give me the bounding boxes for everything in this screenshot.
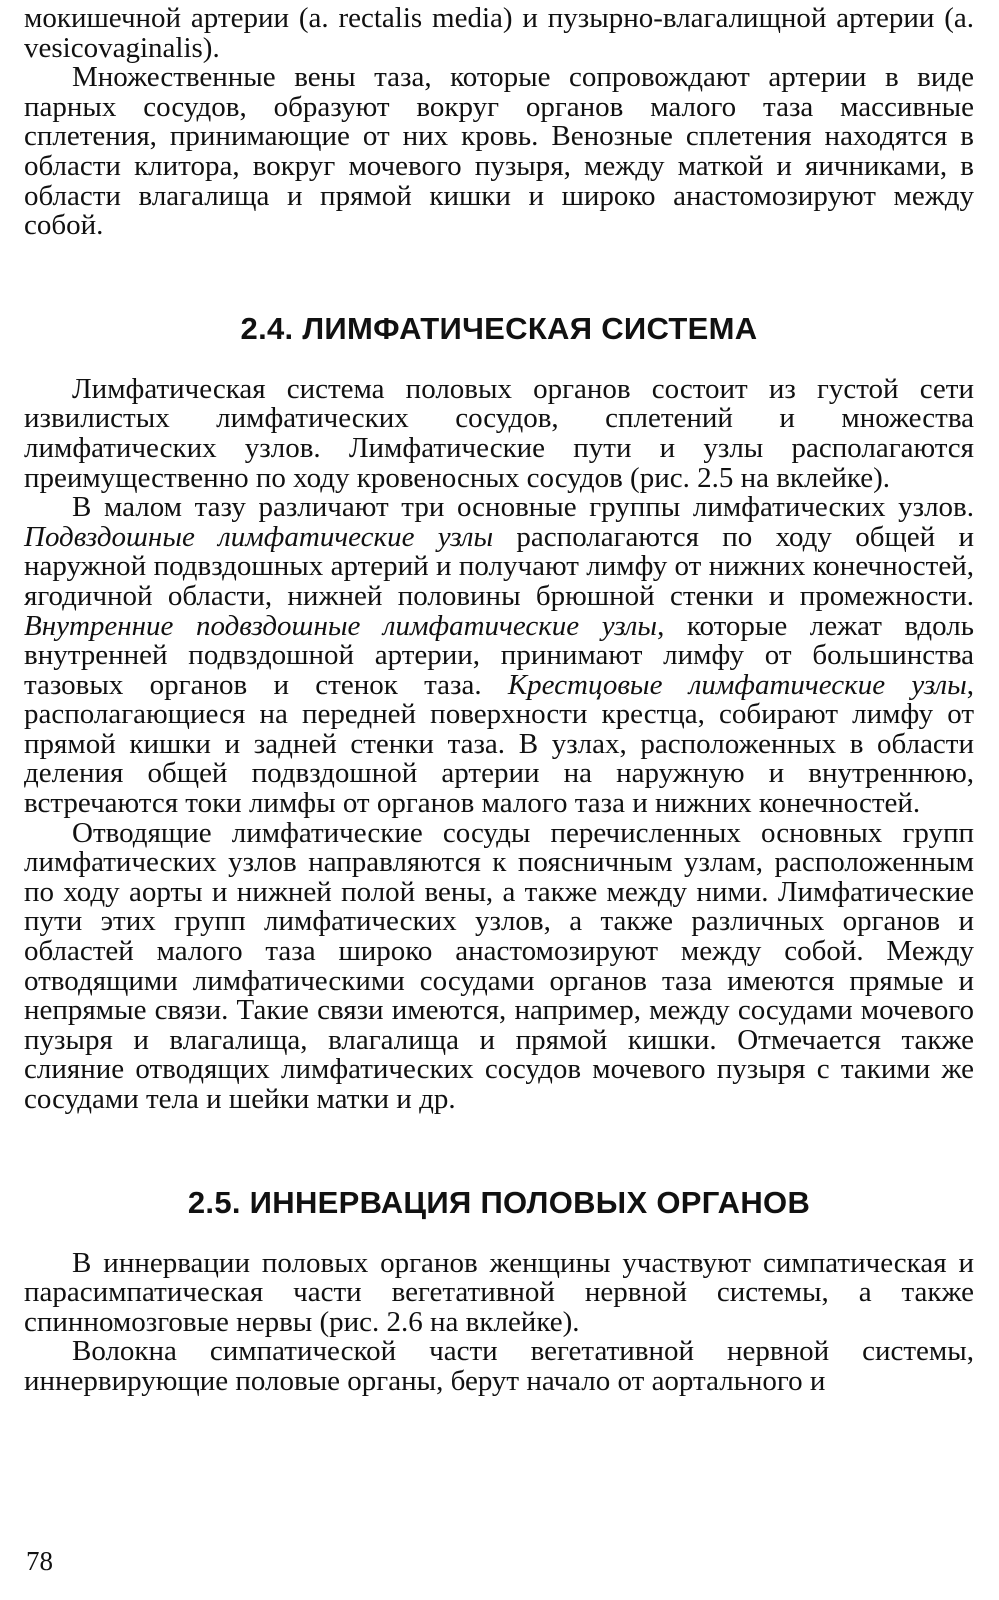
term-iliac-nodes: Подвздошные лимфатические узлы	[24, 520, 494, 553]
lymphatic-paragraph-1: Лимфатическая система половых органов состоит из густой сети извилистых лимфатических сосудов, сплетений и множества лимфатических узлов. Лимфатические пути и узлы располагаются преимущественно по ходу кровеносных сосудов (рис. 2.5 на вклейке).	[24, 372, 974, 494]
spacer	[24, 1221, 974, 1249]
lymphatic-paragraph-3: Отводящие лимфатические сосуды перечисленных основных групп лимфатических узлов направляются к поясничным узлам, расположенным по ходу аорты и нижней полой вены, а также между ними. Лимфатические пути этих групп лимфатических узлов, а также различных органов и областей малого таза широко анастомозируют между собой. Между отводящими лимфатическими сосудами органов таза имеются прямые и непрямые связи. Такие связи имеются, например, между сосудами мочевого пузыря и влагалища, влагалища и прямой кишки. Отмечается также слияние отводящих лимфатических сосудов мочевого пузыря с такими же сосудами тела и шейки матки и др.	[24, 816, 974, 1115]
term-internal-iliac-nodes: Внутренние подвздошные лимфатические узлы	[24, 609, 658, 642]
text-run: , располагающиеся на передней поверхности крестца, собирают лимфу от прямой кишки и задней стенки таза. В узлах, расположенных в области деления общей подвздошной артерии на наружную и внутреннюю, встречаются токи лимфы от органов малого таза и нижних конечностей.	[24, 668, 974, 820]
spacer	[24, 347, 974, 375]
text-run: , которые лежат вдоль внутренней подвздошной артерии, принимают лимфу от большинства тазовых органов и стенок таза.	[24, 609, 974, 701]
intro-paragraph-continuation: мокишечной артерии (a. rectalis media) и пузырно-влагалищной артерии (a. vesicovaginalis).	[24, 2, 974, 64]
page-number: 78	[26, 1546, 53, 1576]
spacer	[24, 241, 974, 311]
section-heading-lymphatic-system: 2.4. ЛИМФАТИЧЕСКАЯ СИСТЕМА	[240, 310, 758, 346]
lymphatic-paragraph-2	[24, 493, 974, 819]
section-heading-innervation: 2.5. ИННЕРВАЦИЯ ПОЛОВЫХ ОРГАНОВ	[187, 1184, 811, 1220]
spacer	[24, 1115, 974, 1185]
text-run: располагаются по ходу общей и наружной подвздошных артерий и получают лимфу от нижних конечностей, ягодичной области, нижней половины брюшной стенки и промежности.	[24, 520, 974, 612]
intro-paragraph-veins: Множественные вены таза, которые сопровождают артерии в виде парных сосудов, образуют вокруг органов малого таза массивные сплетения, принимающие от них кровь. Венозные сплетения находятся в области клитора, вокруг мочевого пузыря, между маткой и яичниками, в области влагалища и прямой кишки и широко анастомозируют между собой.	[24, 61, 974, 242]
term-sacral-nodes: Крестцовые лимфатические узлы	[507, 668, 967, 701]
book-page	[24, 4, 974, 1397]
text-run: В малом тазу различают три основные группы лимфатических узлов.	[72, 491, 974, 524]
innervation-paragraph-1: В иннервации половых органов женщины участвуют симпатическая и парасимпатическая части вегетативной нервной системы, а также спинномозговые нервы (рис. 2.6 на вклейке).	[24, 1246, 974, 1338]
innervation-paragraph-2: Волокна симпатической части вегетативной нервной системы, иннервирующие половые органы, берут начало от аортального и	[24, 1335, 974, 1397]
